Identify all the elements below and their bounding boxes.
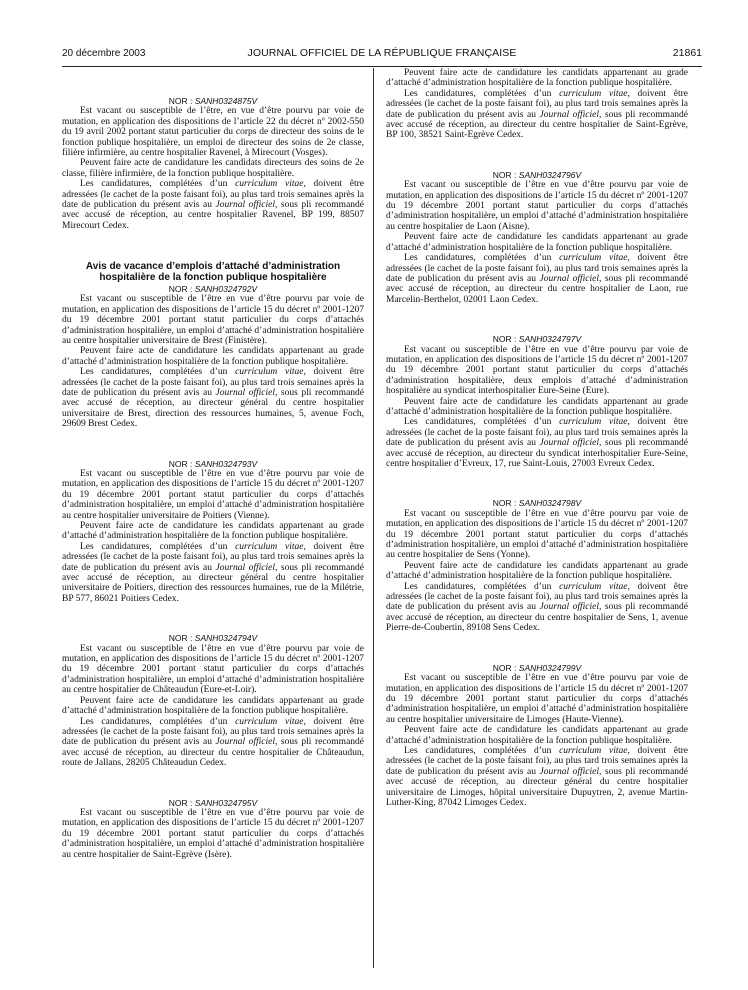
paragraph: Est vacant ou susceptible de l’être en vue d’être pourvu par voie de mutation, en application des dispositions de l’article 15 du décret nº 2001-1207 du 19 décembre 2001 portant statut particulier du corps d’attachés d’administration hospitalière, deux emplois d’attaché d’administration hospitalière au syndicat interhospitalier Eure-Seine (Eure).	[386, 344, 688, 397]
left-column	[62, 68, 364, 860]
column-divider	[373, 68, 374, 968]
paragraph: Est vacant ou susceptible de l’être en vue d’être pourvu par voie de mutation, en application des dispositions de l’article 15 du décret nº 2001-1207 du 19 décembre 2001 portant statut particulier du corps d’attachés d’administration hospitalière, un emploi d’attaché d’administration hospitalière au centre hospitalier universitaire de Brest (Finistère).	[62, 294, 364, 346]
paragraph: Est vacant ou susceptible de l’être en vue d’être pourvu par voie de mutation, en application des dispositions de l’article 15 du décret nº 2001-1207 du 19 décembre 2001 portant statut particulier du corps d’attachés d’administration hospitalière, un emploi d’attaché d’administration hospitalière au centre hospitalier de Saint-Egrève (Isère).	[62, 807, 364, 860]
paragraph: Est vacant ou susceptible de l’être en vue d’être pourvu par voie de mutation, en application des dispositions de l’article 15 du décret nº 2001-1207 du 19 décembre 2001 portant statut particulier du corps d’attachés d’administration hospitalière, un emploi d’attaché d’administration hospitalière au centre hospitalier de Châteaudun (Eure-et-Loir).	[62, 643, 364, 696]
section-title: Avis de vacance d’emplois d’attaché d’administration hospitalière de la fonction publique hospitalière	[85, 261, 341, 284]
paragraph: Les candidatures, complétées d’un curriculum vitae, doivent être adressées (le cachet de la poste faisant foi), au plus tard trois semaines après la date de publication du présent avis au Journal officiel, sous pli recommandé avec accusé de réception, au directeur général du centre hospitalier universitaire de Poitiers, direction des ressources humaines, rue de la Milétrie, BP 577, 86021 Poitiers Cedex.	[62, 541, 364, 604]
paragraph: Peuvent faire acte de candidature les candidats appartenant au grade d’attaché d’administration hospitalière de la fonction publique hospitalière.	[386, 68, 688, 89]
header-journal-title: JOURNAL OFFICIEL DE LA RÉPUBLIQUE FRANÇAISE	[247, 47, 517, 59]
nor-reference: NOR : SANH0324798V	[492, 498, 582, 509]
right-column	[386, 68, 688, 808]
nor-reference: NOR : SANH0324793V	[168, 458, 258, 469]
paragraph: Les candidatures, complétées d’un curriculum vitae, doivent être adressées (le cachet de la poste faisant foi), au plus tard trois semaines après la date de publication du présent avis au Journal officiel, sous pli recommandé avec accusé de réception, au directeur du centre hospitalier de Laon, rue Marcelin-Berthelot, 02001 Laon Cedex.	[386, 253, 688, 305]
paragraph: Peuvent faire acte de candidature les candidats appartenant au grade d’attaché d’administration hospitalière de la fonction publique hospitalière.	[62, 346, 364, 367]
paragraph: Peuvent faire acte de candidature les candidats appartenant au grade d’attaché d’administration hospitalière de la fonction publique hospitalière.	[386, 396, 688, 417]
nor-reference: NOR : SANH0324799V	[492, 662, 582, 673]
header-page-number: 21861	[672, 47, 702, 59]
nor-reference: NOR : SANH0324795V	[168, 797, 258, 808]
nor-reference: NOR : SANH0324796V	[492, 169, 582, 180]
paragraph: Les candidatures, complétées d’un curriculum vitae, doivent être adressées (le cachet de la poste faisant foi), au plus tard trois semaines après la date de publication du présent avis au Journal officiel, sous pli recommandé avec accusé de réception, au directeur du centre hospitalier de Sens, 1, avenue Pierre-de-Coubertin, 89108 Sens Cedex.	[386, 581, 688, 634]
paragraph: Est vacant ou susceptible de l’être en vue d’être pourvu par voie de mutation, en application des dispositions de l’article 15 du décret nº 2001-1207 du 19 décembre 2001 portant statut particulier du corps d’attachés d’administration hospitalière, un emploi d’attaché d’administration hospitalière au centre hospitalier universitaire de Limoges (Haute-Vienne).	[386, 673, 688, 725]
paragraph: Est vacant ou susceptible de l’être en vue d’être pourvu par voie de mutation, en application des dispositions de l’article 15 du décret nº 2001-1207 du 19 décembre 2001 portant statut particulier du corps d’attachés d’administration hospitalière, un emploi d’attaché d’administration hospitalière au centre hospitalier universitaire de Poitiers (Vienne).	[62, 468, 364, 521]
paragraph: Peuvent faire acte de candidature les candidats appartenant au grade d’attaché d’administration hospitalière de la fonction publique hospitalière.	[386, 560, 688, 582]
paragraph: Les candidatures, complétées d’un curriculum vitae, doivent être adressées (le cachet de la poste faisant foi), au plus tard trois semaines après la date de publication du présent avis au Journal officiel, sous pli recommandé avec accusé de réception, au directeur du centre hospitalier de Saint-Egrève, BP 100, 38521 Saint-Egrève Cedex.	[386, 88, 688, 141]
paragraph: Les candidatures, complétées d’un curriculum vitae, doivent être adressées (le cachet de la poste faisant foi), au plus tard trois semaines après la date de publication du présent avis au Journal officiel, sous pli recommandé avec accusé de réception, au directeur général du centre hospitalier universitaire de Brest, direction des ressources humaines, 5, avenue Foch, 29609 Brest Cedex.	[62, 367, 364, 430]
paragraph: Peuvent faire acte de candidature les candidats directeurs des soins de 2e classe, filière infirmière, de la fonction publique hospitalière.	[62, 158, 364, 179]
header-date: 20 décembre 2003	[62, 48, 146, 59]
nor-reference: NOR : SANH0324797V	[492, 334, 582, 345]
nor-reference: NOR : SANH0324792V	[168, 283, 258, 294]
paragraph: Peuvent faire acte de candidature les candidats appartenant au grade d’attaché d’administration hospitalière de la fonction publique hospitalière.	[62, 695, 364, 717]
paragraph: Peuvent faire acte de candidature les candidats appartenant au grade d’attaché d’administration hospitalière de la fonction publique hospitalière.	[386, 725, 688, 746]
header-rule	[62, 66, 702, 67]
nor-reference: NOR : SANH0324875V	[168, 96, 258, 106]
paragraph: Peuvent faire acte de candidature les candidats appartenant au grade d’attaché d’administration hospitalière de la fonction publique hospitalière.	[62, 521, 364, 542]
paragraph: Est vacant ou susceptible de l’être, en vue d’être pourvu par voie de mutation, en application des dispositions de l’article 22 du décret nº 2002-550 du 19 avril 2002 portant statut particulier du corps de directeur des soins de le fonction publique hospitalière, un emploi de directeur des soins de 2e classe, filière infirmière, au centre hospitalier Ravenel, à Mirecourt (Vosges).	[62, 106, 364, 159]
paragraph: Peuvent faire acte de candidature les candidats appartenant au grade d’attaché d’administration hospitalière de la fonction publique hospitalière.	[386, 232, 688, 253]
paragraph: Les candidatures, complétées d’un curriculum vitae, doivent être adressées (le cachet de la poste faisant foi), au plus tard trois semaines après la date de publication du présent avis au Journal officiel, sous pli recommandé avec accusé de réception, au directeur général du centre hospitalier universitaire de Limoges, hôpital universitaire Dupuytren, 2, avenue Martin-Luther-King, 87042 Limoges Cedex.	[386, 745, 688, 808]
nor-reference: NOR : SANH0324794V	[168, 633, 258, 644]
paragraph: Les candidatures, complétées d’un curriculum vitae, doivent être adressées (le cachet de la poste faisant foi), au plus tard trois semaines après la date de publication du présent avis au Journal officiel, sous pli recommandé avec accusé de réception, au directeur du centre hospitalier de Châteaudun, route de Jallans, 28205 Châteaudun Cedex.	[62, 716, 364, 769]
paragraph: Les candidatures, complétées d’un curriculum vitae, doivent être adressées (le cachet de la poste faisant foi), au plus tard trois semaines après la date de publication du présent avis au Journal officiel, sous pli recommandé avec accusé de réception, au centre hospitalier Ravenel, BP 199, 88507 Mirecourt Cedex.	[62, 179, 364, 231]
paragraph: Est vacant ou susceptible de l’être en vue d’être pourvu par voie de mutation, en application des dispositions de l’article 15 du décret nº 2001-1207 du 19 décembre 2001 portant statut particulier du corps d’attachés d’administration hospitalière, un emploi d’attaché d’administration hospitalière au centre hospitalier de Sens (Yonne).	[386, 508, 688, 561]
paragraph: Est vacant ou susceptible de l’être en vue d’être pourvu par voie de mutation, en application des dispositions de l’article 15 du décret nº 2001-1207 du 19 décembre 2001 portant statut particulier du corps d’attachés d’administration hospitalière, un emploi d’attaché d’administration hospitalière au centre hospitalier de Laon (Aisne).	[386, 180, 688, 232]
paragraph: Les candidatures, complétées d’un curriculum vitae, doivent être adressées (le cachet de la poste faisant foi), au plus tard trois semaines après la date de publication du présent avis au Journal officiel, sous pli recommandé avec accusé de réception, au directeur du syndicat interhospitalier Eure-Seine, centre hospitalier d’Evreux, 17, rue Saint-Louis, 27003 Evreux Cedex.	[386, 417, 688, 469]
page-header	[62, 46, 702, 62]
